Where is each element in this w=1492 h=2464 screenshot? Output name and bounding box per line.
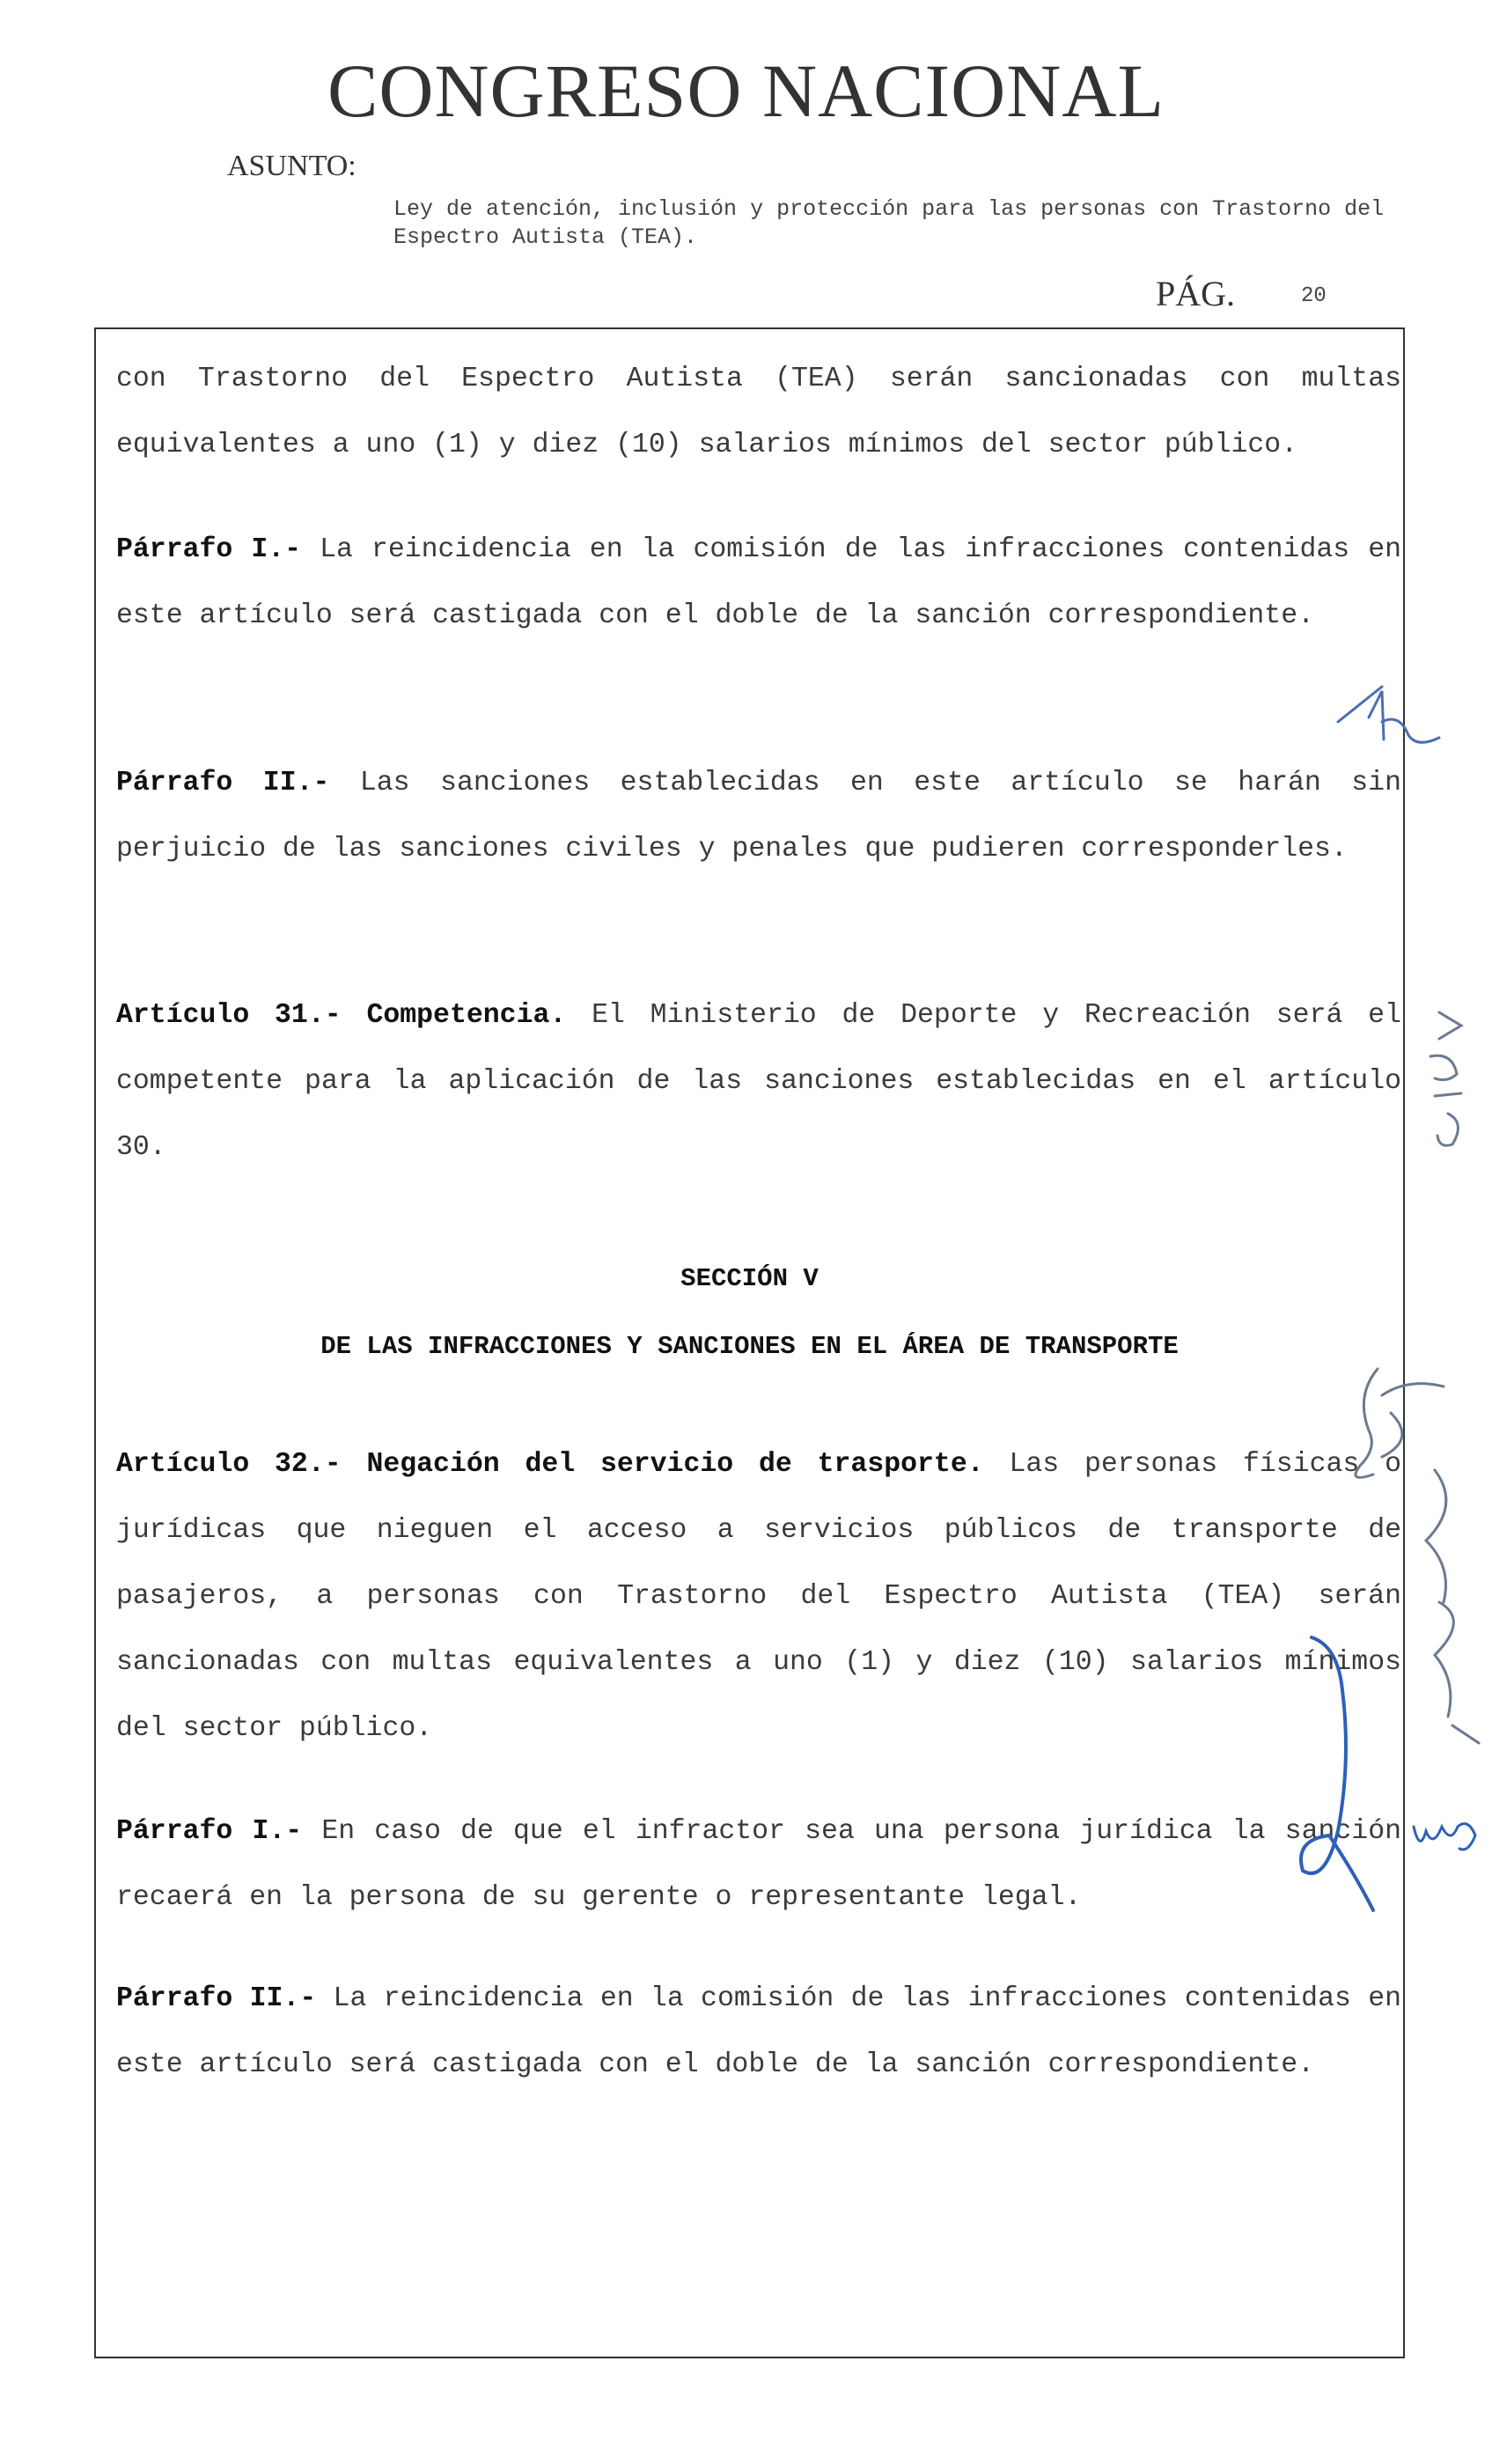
institution-title: CONGRESO NACIONAL <box>327 48 1165 133</box>
margin-note-signature <box>1413 995 1483 1162</box>
paragraph-parrafo-1b <box>116 1798 1401 1931</box>
article-label: Artículo 32.- <box>116 1449 342 1480</box>
margin-signature-vertical <box>1408 1453 1488 1752</box>
section-subtitle: DE LAS INFRACCIONES Y SANCIONES EN EL ÁREA DE TRANSPORTE <box>320 1332 1179 1361</box>
paragraph-text: La reincidencia en la comisión de las infracciones contenidas en este artículo será castigada con el doble de la sanción correspondiente. <box>116 1983 1401 2080</box>
paragraph-text: con Trastorno del Espectro Autista (TEA) serán sancionadas con multas equivalentes a uno (1) y diez (10) salarios mínimos del sector público. <box>116 364 1401 460</box>
paragraph-continuation <box>116 346 1401 478</box>
article-label: Artículo 31.- <box>116 1000 342 1031</box>
asunto-label: ASUNTO: <box>227 150 356 182</box>
initials-signature-3 <box>1407 1800 1486 1862</box>
asunto-text: Ley de atención, inclusión y protección para las personas con Trastorno del Espectro Autista (TEA). <box>393 196 1385 250</box>
paragraph-text: Las sanciones establecidas en este artículo se harán sin perjuicio de las sanciones civiles y penales que pudieren corresponderles. <box>116 768 1401 864</box>
paragraph-parrafo-2 <box>116 750 1401 882</box>
paragraph-label: Párrafo II.- <box>116 768 330 798</box>
paragraph-label: Párrafo I.- <box>116 1816 303 1847</box>
paragraph-parrafo-1 <box>116 517 1401 649</box>
article-31 <box>116 982 1401 1181</box>
article-title: Negación del servicio de trasporte. <box>341 1449 984 1480</box>
article-32 <box>116 1431 1401 1762</box>
page-number: 20 <box>1301 284 1327 308</box>
blue-signature-loop <box>1276 1620 1391 1919</box>
page-label: PÁG. <box>1156 274 1236 313</box>
paragraph-label: Párrafo II.- <box>116 1983 317 2014</box>
paragraph-text: En caso de que el infractor sea una persona jurídica la sanción recaerá en la persona de su gerente o representante legal. <box>116 1816 1401 1913</box>
initials-signature-1 <box>1320 669 1452 766</box>
article-title: Competencia. <box>341 1000 567 1031</box>
paragraph-label: Párrafo I.- <box>116 534 302 565</box>
section-title: SECCIÓN V <box>680 1264 819 1293</box>
paragraph-parrafo-2b <box>116 1966 1401 2098</box>
paragraph-text: La reincidencia en la comisión de las infracciones contenidas en este artículo será castigada con el doble de la sanción correspondiente. <box>116 534 1401 631</box>
article-text: Las personas físicas o jurídicas que nieguen el acceso a servicios públicos de transporte de pasajeros, a personas con Trastorno del Espectro Autista (TEA) serán sancionadas con multas equivalentes a uno (1) y diez (10) salarios mínimos del sector público. <box>116 1449 1401 1744</box>
article-text: El Ministerio de Deporte y Recreación será el competente para la aplicación de las sanciones establecidas en el artículo 30. <box>116 1000 1401 1163</box>
